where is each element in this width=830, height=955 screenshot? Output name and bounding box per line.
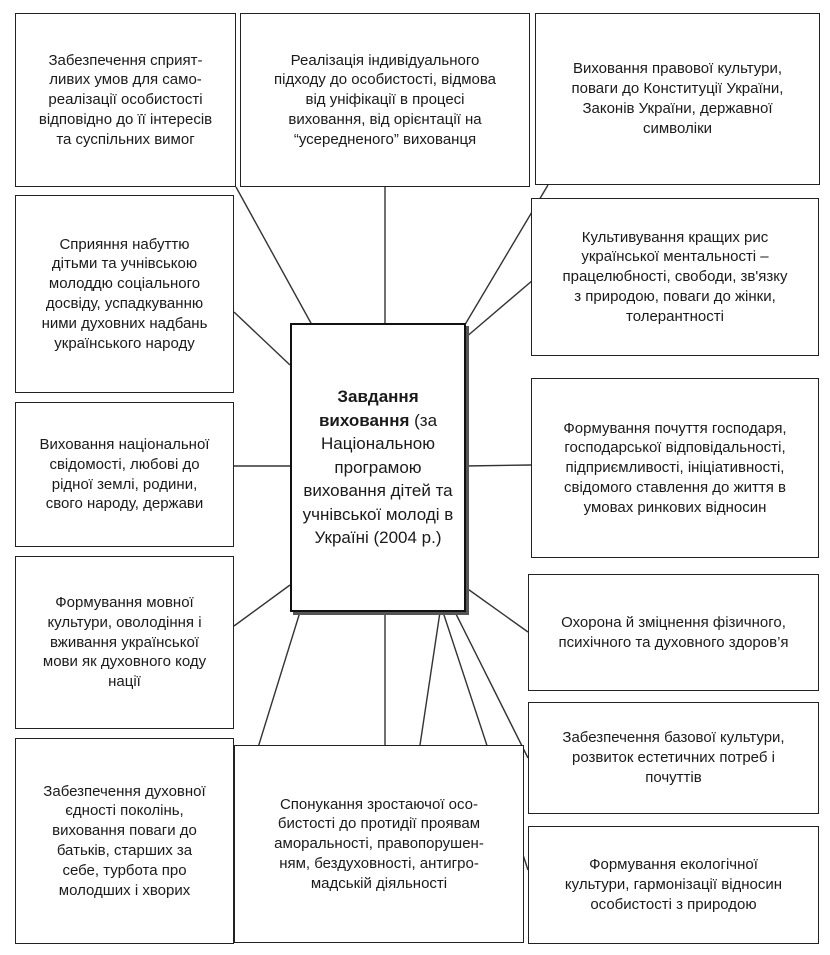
task-box-health [528, 574, 819, 691]
task-box-individual-approach [240, 13, 530, 187]
task-box-national-consciousness [15, 402, 234, 547]
central-node [290, 323, 466, 612]
connector-t8 [234, 585, 290, 626]
task-text: Сприяння набуттю дітьми та учнівською молоддю соціального досвіду, успадкуванню ними духовних надбань українського народу [41, 235, 208, 352]
task-box-aesthetic-culture [528, 702, 819, 814]
task-text: Спонукання зростаючої осо- бистості до протидії проявам аморальності, правопорушен- ням, бездуховності, антигро- мадській діяльності [274, 795, 484, 892]
connector-t4 [234, 312, 290, 365]
task-text: Формування почуття господаря, господарської відповідальності, підприємливості, ініціативності, свідомого ставлення до життя в умовах ринкових відносин [563, 419, 787, 516]
task-box-owner-feeling [531, 378, 819, 558]
task-box-social-experience [15, 195, 234, 393]
task-box-language-culture [15, 556, 234, 729]
task-text: Формування мовної культури, оволодіння і вживання української мови як духовного коду нації [42, 594, 207, 691]
task-text: Забезпечення сприят- ливих умов для само- реалізації особистості відповідно до її інтересів та суспільних вимог [38, 51, 213, 148]
connector-t10 [455, 612, 528, 758]
task-text: Охорона й зміцнення фізичного, психічного та духовного здоров’я [558, 613, 789, 651]
task-box-self-realization [15, 13, 236, 187]
connector-t12b [420, 612, 440, 745]
central-node-title: Завдання виховання [318, 387, 419, 430]
task-text: Культивування кращих рис української ментальності – працелюбності, свободи, зв'язку з природою, поваги до жінки, толерантності [562, 228, 788, 325]
task-box-ukrainian-mentality [531, 198, 819, 356]
task-box-ecological-culture [528, 826, 819, 944]
task-box-spiritual-unity [15, 738, 234, 944]
task-text: Виховання правової культури, поваги до Конституції України, Законів України, державної символіки [571, 60, 784, 137]
task-text: Забезпечення духовної єдності поколінь, виховання поваги до батьків, старших за себе, турбота про молодших і хворих [43, 782, 206, 899]
connector-t5 [465, 280, 533, 338]
connector-t1 [236, 187, 312, 325]
task-box-legal-culture [535, 13, 820, 185]
task-text: Формування екологічної культури, гармонізації відносин особистості з природою [564, 856, 783, 913]
connector-t7 [465, 465, 531, 466]
task-text: Забезпечення базової культури, розвиток естетичних потреб і почуттів [562, 729, 785, 786]
task-text: Виховання національної свідомості, любові до рідної землі, родини, свого народу, держави [39, 435, 210, 513]
central-node-subtitle: (за Національною програмою виховання дітей та учнівської молоді в Україні (2004 р.) [302, 410, 454, 548]
task-text: Реалізація індивідуального підходу до особистості, відмова від уніфікації в процесі виховання, від орієнтації на “усередненого” вихованця [274, 51, 496, 148]
connector-t9 [465, 587, 528, 632]
task-box-counter-immorality [234, 745, 524, 943]
